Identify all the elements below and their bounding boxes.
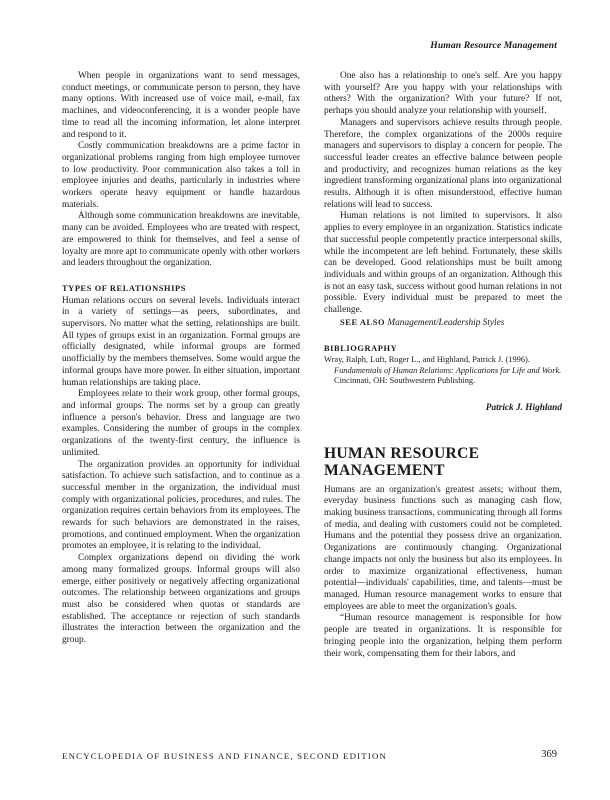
left-column	[62, 71, 300, 647]
section-heading: TYPES OF RELATIONSHIPS	[62, 283, 186, 293]
see-also	[324, 317, 562, 330]
paragraph: “Human resource management is responsible for how people are treated in organizations. It is responsible for bringing people into the organization, helping them perform their work, compensating them for their labors, and	[324, 613, 562, 659]
paragraph: Humans are an organization's greatest assets; without them, everyday business functions such as managing cash flow, making business transactions, communicating through all forms of media, and dealing with customers could not be completed. Humans and the potential they possess drive an organization. Organizations are continuously changing. Organizational change impacts not only the business but also its employees. In order to maximize organizational effectiveness, human potential—individuals' capabilities, time, and talents—must be managed. Human resource management works to ensure that employees are able to meet the organization's goals.	[324, 484, 562, 612]
paragraph: Although some communication breakdowns are inevitable, many can be avoided. Employees who are treated with respect, are empowered to think for themselves, and feel a sense of loyalty are more apt to communicate openly with other workers and leaders throughout the organization.	[62, 211, 300, 269]
page-number: 369	[541, 749, 557, 760]
paragraph: When people in organizations want to send messages, conduct meetings, or communicate person to person, they have many options. With increased use of voice mail, e-mail, fax machines, and videoconferencing, it is a wonder people have time to read all the incoming information, let alone interpret and respond to it.	[62, 71, 300, 140]
paragraph: Managers and supervisors achieve results through people. Therefore, the complex organizations of the 2000s require managers and supervisors to display a concern for people. The successful leader creates an effective balance between people and productivity, and recognizes human relations as the key ingredient transforming organizational plans into organizational results. Although it is often misunderstood, effective human relations will lead to success.	[324, 117, 562, 210]
see-also-label: SEE ALSO	[340, 317, 386, 327]
running-head: Human Resource Management	[430, 40, 557, 51]
bibliography-heading: BIBLIOGRAPHY	[324, 344, 398, 354]
paragraph: Human relations is not limited to supervisors. It also applies to every employee in an organization. Statistics indicate that successful people competently practice interpersonal skills, while the incompetent are left behind. Fortunately, these skills can be developed. Good relationships must be built among individuals and within groups of an organization. Although this is not an easy task, success without good human relations in not possible. Every individual must be prepared to meet the challenge.	[324, 211, 562, 316]
paragraph: Employees relate to their work group, other formal groups, and informal groups. The norms set by a group can greatly influence a person's behavior. Dress and language are two examples. Considering the number of groups in the complex organizations of the twenty-first century, the influence is unlimited.	[62, 389, 300, 458]
author-signature: Patrick J. Highland	[485, 402, 562, 413]
footer-publication: ENCYCLOPEDIA OF BUSINESS AND FINANCE, SECOND EDITION	[62, 751, 388, 761]
see-also-link[interactable]: Management/Leadership Styles	[387, 317, 505, 328]
paragraph: Human relations occurs on several levels. Individuals interact in a variety of settings—as peers, subordinates, and supervisors. No matter what the setting, relationships are built. All types of groups exist in an organization. Formal groups are officially designated, while informal groups are formed unofficially by the members themselves. Some would argue the informal groups have more power. In either situation, important human relationships are taking place.	[62, 295, 300, 388]
paragraph: One also has a relationship to one's self. Are you happy with yourself? Are you happy with your relationships with others? With the organization? With your future? If not, perhaps you should analyze your relationship with yourself.	[324, 71, 562, 117]
right-column	[324, 71, 562, 660]
entry-title: HUMAN RESOURCE MANAGEMENT	[324, 444, 480, 479]
bibliography-title: Fundamentals of Human Relations: Applications for Life and Work.	[334, 365, 562, 375]
paragraph: Costly communication breakdowns are a prime factor in organizational problems ranging from high employee turnover to low productivity. Poor communication also takes a toll in employee injuries and deaths, particularly in industries where workers operate heavy equipment or handle hazardous materials.	[62, 141, 300, 210]
bibliography-authors: Wray, Ralph, Luft, Roger L., and Highland, Patrick J. (1996).	[324, 355, 530, 365]
paragraph: The organization provides an opportunity for individual satisfaction. To achieve such satisfaction, and to continue as a successful member in the organization, the individual must comply with organizational policies, procedures, and rules. The organization requires certain behaviors from its employees. The rewards for such behaviors are demonstrated in the raises, promotions, and continued employment. When the organization promotes an employee, it is relating to the individual.	[62, 459, 300, 552]
bibliography-entry	[324, 355, 562, 387]
paragraph: Complex organizations depend on dividing the work among many formalized groups. Informal groups will also emerge, either positively or negatively affecting organizational outcomes. The relationship between organizations and groups must also be considered when quotas or standards are established. The acceptance or rejection of such standards illustrates the interaction between the organization and the group.	[62, 553, 300, 646]
bibliography-publisher: Cincinnati, OH: Southwestern Publishing.	[334, 376, 476, 386]
